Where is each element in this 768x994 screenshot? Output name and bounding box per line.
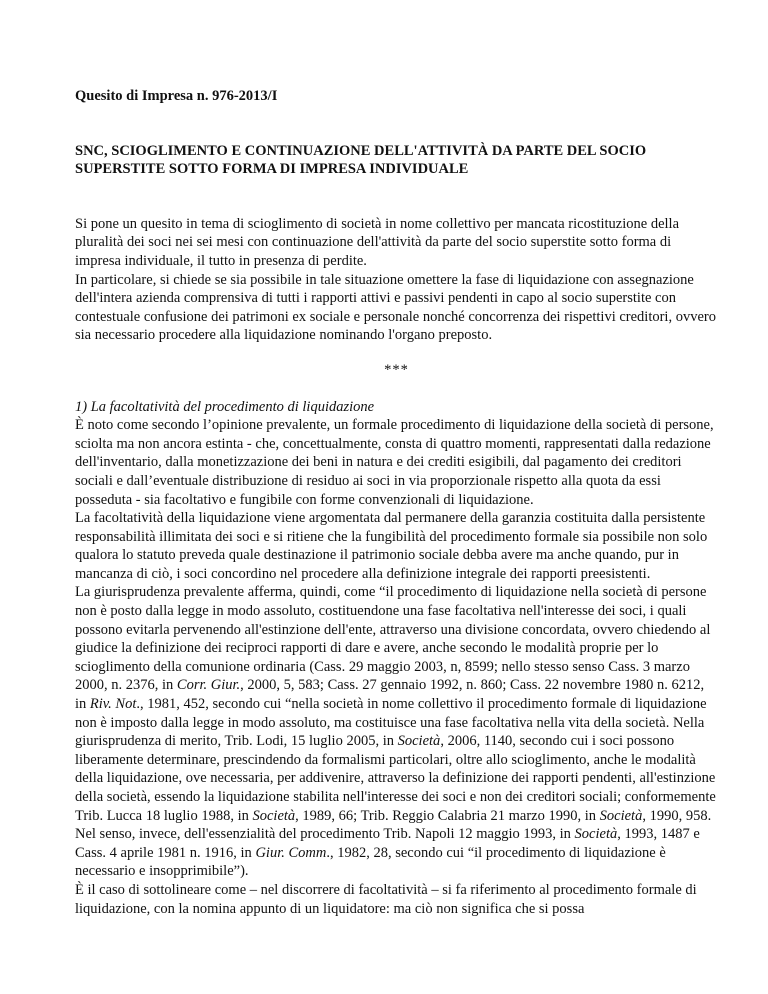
citation-journal: Società: [574, 826, 618, 843]
section-1-paragraph-2: La facoltatività della liquidazione viene argomentata dal permanere della garanzia costituita dalla persistente responsabilità illimitata dei soci e si ritiene che la fungibilità del procedimento formale sia possibile non solo qualora lo statuto preveda quale destinazione il patrimonio sociale debba avere ma anche quando, pur in mancanza di ciò, i soci concordino nel procedere alla definizione integrale dei rapporti preesistenti.: [75, 510, 708, 582]
citation-journal: Riv. Not: [89, 696, 137, 713]
text-run: ., 1981, 452, secondo cui “nella società in nome collettivo il procedimento formale di liquidazione non è imposto dalla legge in modo assoluto, ma costituisce una fase facoltativa nella vita della società. Nella giurisprudenza di merito, Trib. Lodi, 15 luglio 2005, in: [75, 696, 707, 750]
text-run: ., 1982, 28, secondo cui “il procedimento di liquidazione è necessario e insopprimibile”).: [75, 844, 666, 880]
text-run: , 1990, 958. Nel senso, invece, dell'essenzialità del procedimento Trib. Napoli 12 maggio 1993, in: [75, 807, 712, 843]
section-1-paragraph-1: È noto come secondo l’opinione prevalente, un formale procedimento di liquidazione della società di persone, sciolta ma non ancora estinta - che, concettualmente, consta di quattro momenti, rappresentati dalla redazione dell'inventario, dalla monetizzazione dei beni in natura e dei crediti esigibili, dal pagamento dei creditori sociali e dall’eventuale distribuzione di residuo ai soci in via proporzionale rispetto alla quota da essi posseduta - sia facoltativo e fungibile con forme convenzionali di liquidazione.: [75, 417, 714, 508]
intro-paragraph-1: Si pone un quesito in tema di scioglimento di società in nome collettivo per mancata ricostituzione della pluralità dei soci nei sei mesi con continuazione dell'attività da parte del socio superstite sotto forma di impresa individuale, il tutto in presenza di perdite.: [75, 215, 680, 269]
text-run: La giurisprudenza prevalente afferma, quindi, come “il procedimento di liquidazione nella società di persone non è posto dalla legge in modo assoluto, costituendone una fase facoltativa nell'interesse dei soci, i quali possono evitarla pervenendo all'estinzione dell'ente, attraverso una divisione concordata, ovvero chiedendo al giudice la definizione dei reciproci rapporti di dare e avere, anche secondo le modalità proprie per lo scioglimento della comunione ordinaria (Cass. 29 maggio 2003, n, 8599; nello stesso senso Cass. 3 marzo 2000, n. 2376, in: [75, 584, 711, 694]
text-run: , 1989, 66; Trib. Reggio Calabria 21 marzo 1990, in: [295, 807, 600, 824]
intro-paragraph-2: In particolare, si chiede se sia possibile in tale situazione omettere la fase di liquidazione con assegnazione dell'intera azienda comprensiva di tutti i rapporti attivi e passivi pendenti in capo al socio superstite con contestuale confusione dei patrimoni ex sociale e personale nonché concorrenza dei rispettivi creditori, ovvero sia necessario procedere alla liquidazione nominando l'organo preposto.: [75, 271, 716, 344]
document-code: Quesito di Impresa n. 976-2013/I: [75, 88, 278, 104]
section-1-paragraph-4: È il caso di sottolineare come – nel discorrere di facoltatività – si fa riferimento al procedimento formale di liquidazione, con la nomina appunto di un liquidatore: ma ciò non significa che si possa: [75, 881, 697, 917]
document-title: SNC, SCIOGLIMENTO E CONTINUAZIONE DELL'ATTIVITÀ DA PARTE DEL SOCIO SUPERSTITE SOTTO FORMA DI IMPRESA INDIVIDUALE: [75, 142, 647, 178]
citation-journal: Società: [397, 733, 441, 750]
text-run: , 2000, 5, 583; Cass. 27 gennaio 1992, n. 860; Cass. 22 novembre 1980 n. 6212, in: [75, 677, 705, 713]
section-1-paragraph-3: [75, 583, 718, 881]
text-run: , 1993, 1487 e Cass. 4 aprile 1981 n. 1916, in: [75, 826, 700, 861]
section-1-title: 1) La facoltatività del procedimento di liquidazione: [75, 398, 375, 415]
citation-journal: Giur. Comm: [255, 844, 327, 861]
citation-journal: Società: [599, 807, 643, 824]
citation-journal: Corr. Giur.: [176, 677, 241, 694]
text-run: , 2006, 1140, secondo cui i soci possono liberamente determinare, prescindendo da formalismi particolari, oltre allo scioglimento, anche le modalità della liquidazione, ove necessaria, per addivenire, attraverso la definizione dei rapporti pendenti, all'estinzione della società, essendo la liquidazione stabilita nell'interesse dei soci e non dei creditori sociali; conformemente Trib. Lucca 18 luglio 1988, in: [75, 733, 716, 824]
citation-journal: Società: [252, 807, 296, 824]
section-separator: ***: [384, 361, 409, 378]
